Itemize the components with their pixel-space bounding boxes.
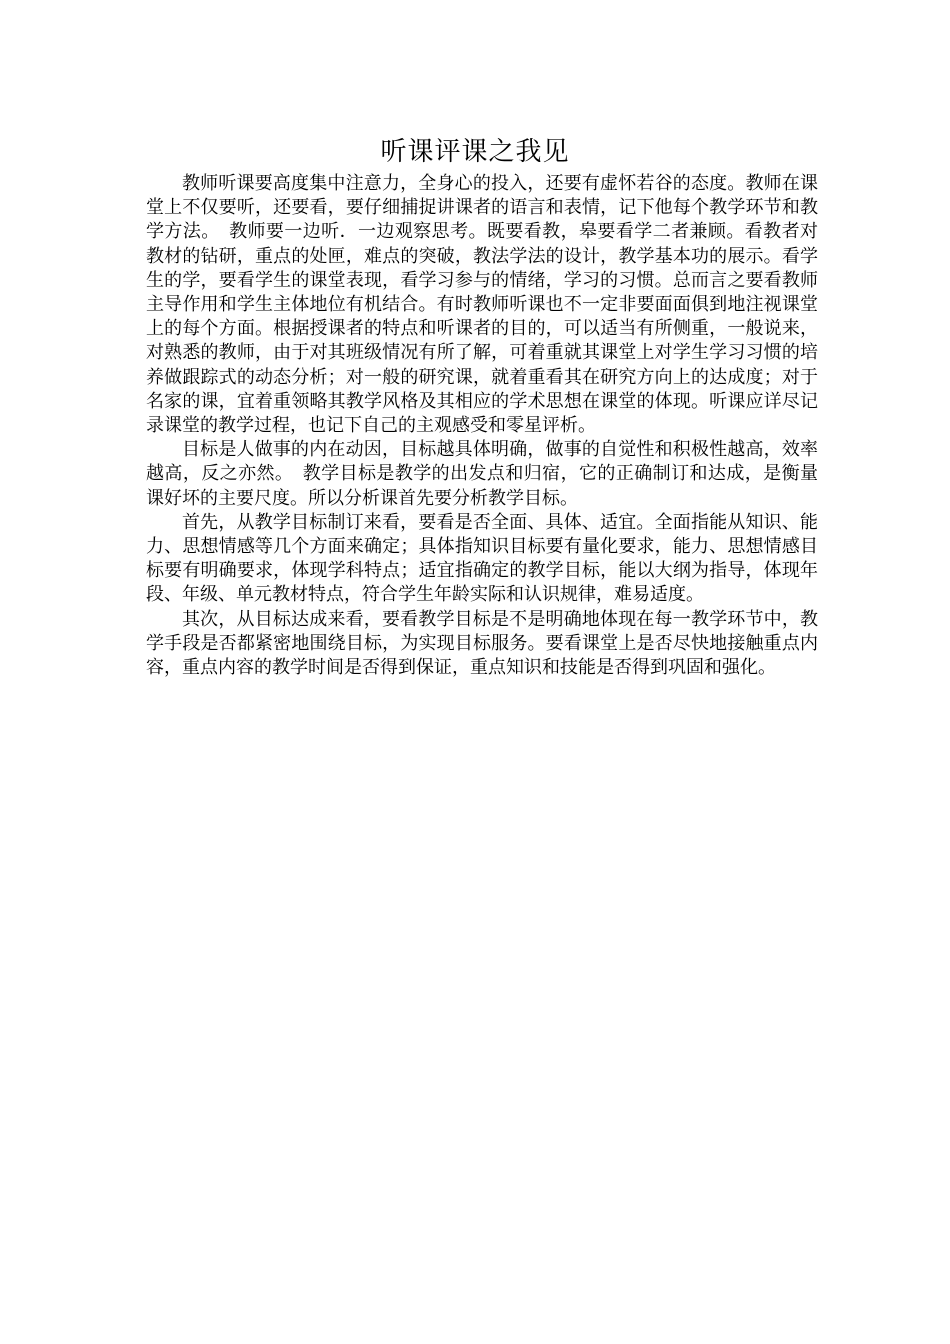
document-title: 听课评课之我见 (380, 137, 570, 167)
document-body (146, 172, 818, 680)
paragraph-2: 目标是人做事的内在动因，目标越具体明确，做事的自觉性和积极性越高，效率越高，反之亦然。 教学目标是教学的出发点和归宿，它的正确制订和达成，是衡量课好坏的主要尺度。所以分析课首先要分析教学目标。 (146, 439, 818, 509)
paragraph-4: 其次，从目标达成来看，要看教学目标是不是明确地体现在每一教学环节中，教学手段是否都紧密地围绕目标，为实现目标服务。要看课堂上是否尽快地接触重点内容，重点内容的教学时间是否得到保证，重点知识和技能是否得到巩固和强化。 (146, 608, 818, 679)
paragraph-1: 教师听课要高度集中注意力，全身心的投入，还要有虚怀若谷的态度。教师在课堂上不仅要听，还要看，要仔细捕捉讲课者的语言和表情，记下他每个教学环节和教学方法。 教师要一边听．一边观察思考。既要看教，皋要看学二者兼顾。看教者对教材的钻研，重点的处匣，难点的突破，教法学法的设计，教学基本功的展示。看学生的学，要看学生的课堂表现，看学习参与的情绪，学习的习惯。总而言之要看教师主导作用和学生主体地位有机结合。有时教师听课也不一定非要面面俱到地注视课堂上的每个方面。根据授课者的特点和听课者的目的，可以适当有所侧重，一般说来，对熟悉的教师，由于对其班级情况有所了解，可着重就其课堂上对学生学习习惯的培养做跟踪式的动态分析；对一般的研究课，就着重看其在研究方向上的达成度；对于名家的课，宜着重领略其教学风格及其相应的学术思想在课堂的体现。听课应详尽记录课堂的教学过程，也记下自己的主观感受和零星评析。 (146, 173, 818, 437)
paragraph-3: 首先，从教学目标制订来看，要看是否全面、具体、适宜。全面指能从知识、能力、思想情感等几个方面来确定；具体指知识目标要有量化要求，能力、思想情感目标要有明确要求，体现学科特点；适宜指确定的教学目标，能以大纲为指导，体现年段、年级、单元教材特点，符合学生年龄实际和认识规律，难易适度。 (146, 511, 818, 606)
